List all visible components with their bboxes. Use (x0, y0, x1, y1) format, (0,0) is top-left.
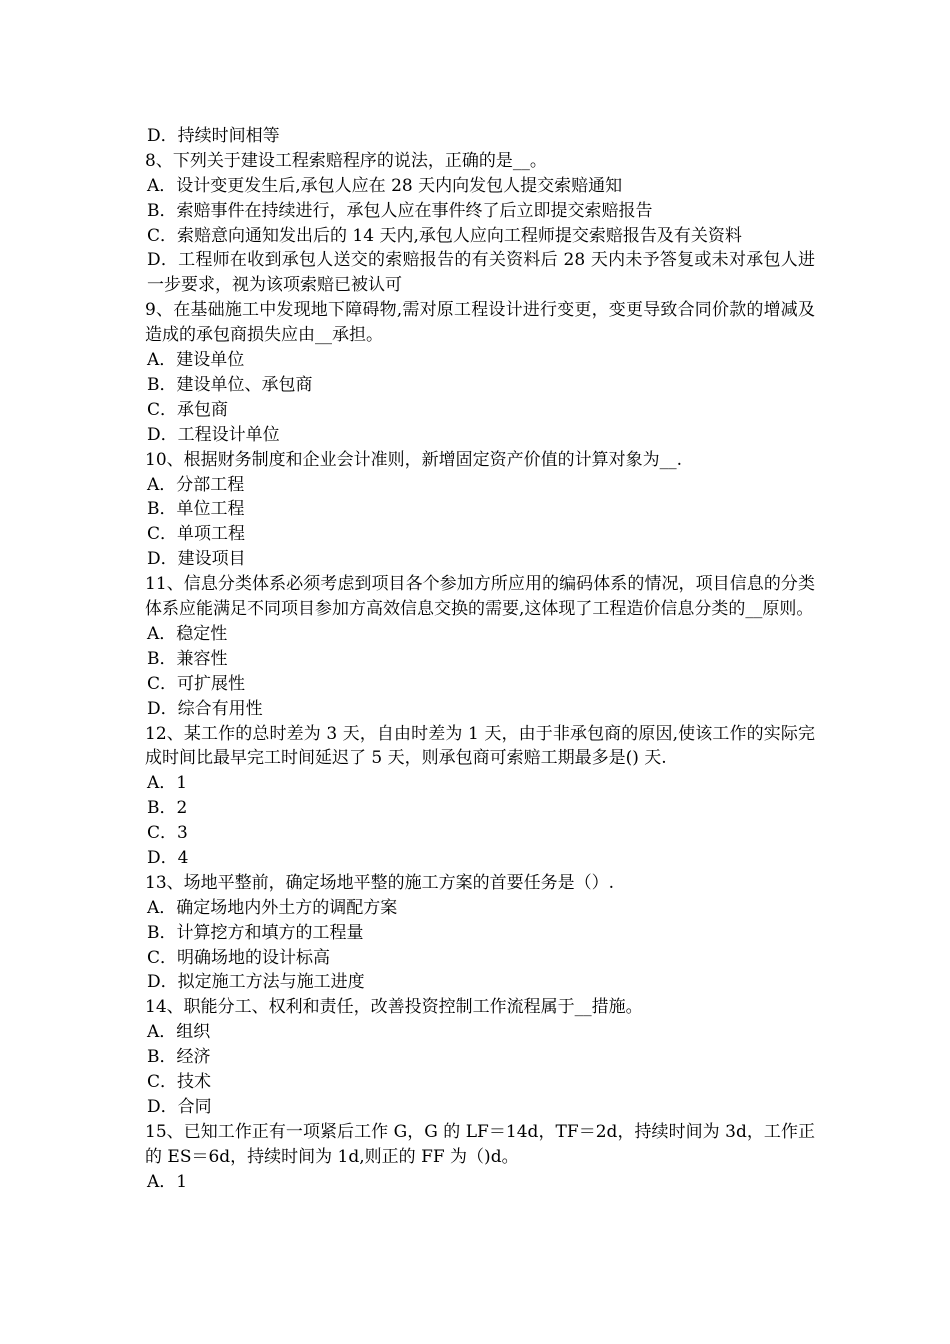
question-line: 15、已知工作正有一项紧后工作 G，G 的 LF＝14d，TF＝2d，持续时间为 3d，工作正的 ES＝6d，持续时间为 1d,则正的 FF 为（)d。 (145, 1121, 815, 1167)
option-line: B．单位工程 (147, 499, 245, 520)
option-line: A．建设单位 (147, 350, 245, 371)
question-line: 14、职能分工、权利和责任，改善投资控制工作流程属于__措施。 (145, 997, 643, 1018)
option-line: D．合同 (147, 1096, 212, 1117)
option-line: A．分部工程 (147, 474, 245, 495)
question-line: 13、场地平整前，确定场地平整的施工方案的首要任务是（）. (145, 872, 615, 893)
option-line: D．持续时间相等 (147, 126, 280, 146)
option-line: C．3 (147, 823, 188, 844)
option-line: C．明确场地的设计标高 (147, 947, 331, 968)
option-line: B．计算挖方和填方的工程量 (147, 922, 364, 943)
option-line: D．拟定施工方法与施工进度 (147, 972, 365, 993)
question-line: 8、下列关于建设工程索赔程序的说法，正确的是__。 (145, 150, 547, 171)
option-line: D．建设项目 (147, 549, 246, 570)
option-line: C．可扩展性 (147, 673, 246, 694)
option-line: B．经济 (147, 1047, 211, 1068)
option-line: D．综合有用性 (147, 698, 263, 719)
document-body (145, 124, 815, 1195)
option-line: A．设计变更发生后,承包人应在 28 天内向发包人提交索赔通知 (147, 175, 623, 196)
option-line: C．单项工程 (147, 524, 246, 545)
option-line: C．技术 (147, 1072, 212, 1093)
option-line: A．1 (147, 773, 188, 794)
option-line: A．稳定性 (147, 623, 228, 644)
question-line: 11、信息分类体系必须考虑到项目各个参加方所应用的编码体系的情况，项目信息的分类体系应能满足不同项目参加方高效信息交换的需要,这体现了工程造价信息分类的__原则。 (145, 574, 815, 620)
option-line: D．工程师在收到承包人送交的索赔报告的有关资料后 28 天内未予答复或未对承包人进一步要求，视为该项索赔已被认可 (147, 250, 815, 296)
option-line: D．工程设计单位 (147, 424, 280, 445)
option-line: A．确定场地内外土方的调配方案 (147, 897, 398, 918)
option-line: D．4 (147, 847, 189, 868)
option-line: B．2 (147, 798, 188, 819)
option-line: C．承包商 (147, 399, 229, 420)
question-line: 9、在基础施工中发现地下障碍物,需对原工程设计进行变更，变更导致合同价款的增减及造成的承包商损失应由__承担。 (145, 300, 815, 346)
option-line: B．索赔事件在持续进行，承包人应在事件终了后立即提交索赔报告 (147, 200, 653, 221)
question-line: 10、根据财务制度和企业会计准则，新增固定资产价值的计算对象为__. (145, 449, 683, 470)
option-line: B．兼容性 (147, 648, 228, 669)
option-line: C．索赔意向通知发出后的 14 天内,承包人应向工程师提交索赔报告及有关资料 (147, 225, 742, 246)
option-line: B．建设单位、承包商 (147, 374, 313, 395)
question-line: 12、某工作的总时差为 3 天，自由时差为 1 天，由于非承包商的原因,使该工作的实际完成时间比最早完工时间延迟了 5 天，则承包商可索赔工期最多是() 天. (145, 723, 815, 769)
option-line: A．1 (147, 1171, 188, 1192)
option-line: A．组织 (147, 1022, 211, 1043)
